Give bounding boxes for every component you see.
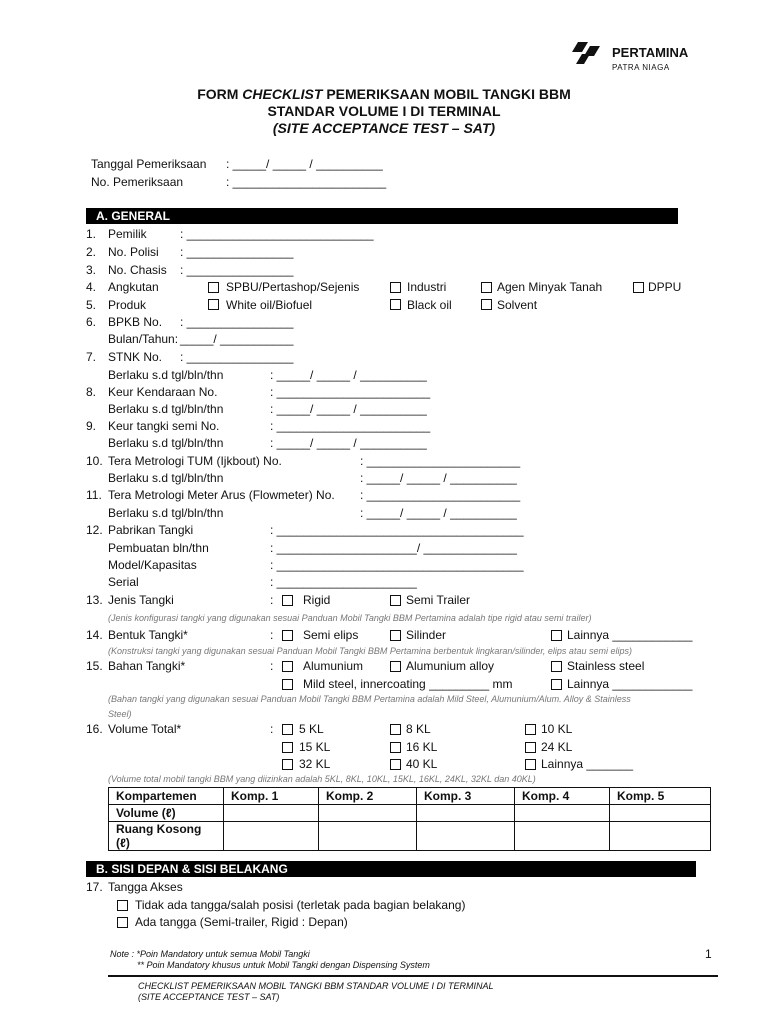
volume-lainnya-checkbox[interactable]	[525, 759, 536, 770]
produk-white-label: White oil/Biofuel	[226, 298, 313, 312]
colon: :	[270, 593, 274, 607]
berlaku-label: Berlaku s.d tgl/bln/thn	[108, 368, 224, 382]
bahan-stainless-checkbox[interactable]	[551, 661, 562, 672]
keur-kendaraan-field[interactable]: : _______________________	[270, 385, 431, 399]
no-chasis-label: No. Chasis	[108, 263, 167, 277]
row-number: 4.	[86, 280, 97, 294]
berlaku-field[interactable]: : _____/ _____ / __________	[270, 368, 427, 382]
volume-24kl-label: 24 KL	[541, 740, 573, 754]
jenis-tangki-note: (Jenis konfigurasi tangki yang digunakan sesuai Panduan Mobil Tangki BBM Pertamina adalah tipe rigid atau semi trailer)	[108, 613, 592, 623]
table-row	[109, 805, 711, 822]
bahan-stainless-label: Stainless steel	[567, 659, 645, 673]
section-b-header: B. SISI DEPAN & SISI BELAKANG	[86, 861, 696, 877]
no-chasis-field[interactable]: : ________________	[180, 263, 294, 277]
tera-flowmeter-field[interactable]: : _______________________	[360, 488, 521, 502]
volume-16kl-checkbox[interactable]	[390, 742, 401, 753]
jenis-tangki-label: Jenis Tangki	[108, 593, 174, 607]
bahan-lainnya-label[interactable]: Lainnya ____________	[567, 677, 693, 691]
no-polisi-field[interactable]: : ________________	[180, 245, 294, 259]
kompartemen-table	[108, 787, 711, 851]
row-label-ruang-kosong: Ruang Kosong (ℓ)	[109, 822, 224, 851]
row-number: 5.	[86, 298, 97, 312]
angkutan-agen-checkbox[interactable]	[481, 282, 492, 293]
row-number: 10.	[86, 454, 103, 468]
volume-24kl-checkbox[interactable]	[525, 742, 536, 753]
berlaku-label: Berlaku s.d tgl/bln/thn	[108, 506, 224, 520]
volume-5kl-checkbox[interactable]	[282, 724, 293, 735]
pembuatan-label: Pembuatan bln/thn	[108, 541, 209, 555]
berlaku-label: Berlaku s.d tgl/bln/thn	[108, 436, 224, 450]
table-header-cell: Komp. 3	[417, 788, 515, 805]
footer-line-2: (SITE ACCEPTANCE TEST – SAT)	[138, 992, 280, 1002]
produk-label: Produk	[108, 298, 147, 312]
logo-subtitle: PATRA NIAGA	[612, 63, 670, 72]
footer-note-2: ** Poin Mandatory khusus untuk Mobil Tangki dengan Dispensing System	[137, 960, 430, 970]
row-label-volume: Volume (ℓ)	[109, 805, 224, 822]
table-header-cell: Kompartemen	[109, 788, 224, 805]
volume-lainnya-label[interactable]: Lainnya _______	[541, 757, 634, 771]
logo-name: PERTAMINA	[612, 45, 689, 60]
angkutan-dppu-checkbox[interactable]	[633, 282, 644, 293]
table-cell[interactable]	[515, 805, 610, 822]
jenis-rigid-checkbox[interactable]	[282, 595, 293, 606]
tangga-tidak-ada-label: Tidak ada tangga/salah posisi (terletak pada bagian belakang)	[135, 898, 466, 912]
table-header-cell: Komp. 5	[610, 788, 711, 805]
row-number: 8.	[86, 385, 97, 399]
page-number: 1	[705, 947, 712, 961]
row-number: 7.	[86, 350, 97, 364]
volume-40kl-checkbox[interactable]	[390, 759, 401, 770]
table-header-cell: Komp. 2	[319, 788, 417, 805]
serial-label: Serial	[108, 575, 139, 589]
row-number: 6.	[86, 315, 97, 329]
berlaku-field[interactable]: : _____/ _____ / __________	[360, 506, 517, 520]
tangga-akses-label: Tangga Akses	[108, 880, 183, 894]
row-number: 1.	[86, 227, 97, 241]
stnk-field[interactable]: : ________________	[180, 350, 294, 364]
volume-10kl-label: 10 KL	[541, 722, 573, 736]
volume-5kl-label: 5 KL	[299, 722, 324, 736]
volume-32kl-checkbox[interactable]	[282, 759, 293, 770]
volume-32kl-label: 32 KL	[299, 757, 331, 771]
bentuk-silinder-checkbox[interactable]	[390, 630, 401, 641]
tangga-ada-checkbox[interactable]	[117, 917, 128, 928]
berlaku-field[interactable]: : _____/ _____ / __________	[270, 402, 427, 416]
produk-black-label: Black oil	[407, 298, 452, 312]
bpkb-field[interactable]: : ________________	[180, 315, 294, 329]
bentuk-tangki-note: (Konstruksi tangki yang digunakan sesuai Panduan Mobil Tangki BBM Pertamina berbentuk lingkaran/silinder, elips atau semi elips)	[108, 646, 632, 656]
volume-8kl-checkbox[interactable]	[390, 724, 401, 735]
table-cell[interactable]	[610, 822, 711, 851]
stnk-label: STNK No.	[108, 350, 163, 364]
pemilik-field[interactable]: : ____________________________	[180, 227, 374, 241]
bpkb-label: BPKB No.	[108, 315, 163, 329]
bentuk-semi-elips-checkbox[interactable]	[282, 630, 293, 641]
nomor-field[interactable]: : _______________________	[226, 175, 387, 189]
pemilik-label: Pemilik	[108, 227, 147, 241]
row-number: 12.	[86, 523, 103, 537]
berlaku-field[interactable]: : _____/ _____ / __________	[270, 436, 427, 450]
angkutan-spbu-label: SPBU/Pertashop/Sejenis	[226, 280, 360, 294]
no-polisi-label: No. Polisi	[108, 245, 159, 259]
tera-flowmeter-label: Tera Metrologi Meter Arus (Flowmeter) No.	[108, 488, 335, 502]
row-number: 14.	[86, 628, 103, 642]
angkutan-industri-label: Industri	[407, 280, 447, 294]
colon: :	[270, 722, 274, 736]
bahan-tangki-label: Bahan Tangki*	[108, 659, 186, 673]
bahan-tangki-note: (Bahan tangki yang digunakan sesuai Panduan Mobil Tangki BBM Pertamina adalah Mild Steel, Alumunium/Alum. Alloy & Stainless	[108, 694, 631, 704]
produk-white-checkbox[interactable]	[208, 299, 219, 310]
bahan-alloy-checkbox[interactable]	[390, 661, 401, 672]
table-header-cell: Komp. 4	[515, 788, 610, 805]
table-cell[interactable]	[319, 822, 417, 851]
colon: :	[270, 659, 274, 673]
volume-total-label: Volume Total*	[108, 722, 182, 736]
bentuk-tangki-label: Bentuk Tangki*	[108, 628, 188, 642]
berlaku-label: Berlaku s.d tgl/bln/thn	[108, 471, 224, 485]
pabrikan-field[interactable]: : _____________________________________	[270, 523, 524, 537]
table-cell[interactable]	[319, 805, 417, 822]
bentuk-semi-elips-label: Semi elips	[303, 628, 359, 642]
table-cell[interactable]	[224, 822, 319, 851]
model-field[interactable]: : _____________________________________	[270, 558, 524, 572]
table-header-cell: Komp. 1	[224, 788, 319, 805]
angkutan-label: Angkutan	[108, 280, 159, 294]
form-title-line2: STANDAR VOLUME I DI TERMINAL	[267, 103, 501, 119]
table-cell[interactable]	[610, 805, 711, 822]
row-number: 2.	[86, 245, 97, 259]
bulan-tahun-field[interactable]: _____/ ___________	[180, 332, 294, 346]
produk-solvent-checkbox[interactable]	[481, 299, 492, 310]
footer-divider	[108, 975, 718, 977]
keur-kendaraan-label: Keur Kendaraan No.	[108, 385, 218, 399]
form-title-line1: FORM CHECKLIST PEMERIKSAAN MOBIL TANGKI BBM	[197, 86, 571, 102]
table-row	[109, 822, 711, 851]
keur-tangki-field[interactable]: : _______________________	[270, 419, 431, 433]
tanggal-field[interactable]: : _____/ _____ / __________	[226, 157, 383, 171]
table-cell[interactable]	[224, 805, 319, 822]
jenis-semi-trailer-label: Semi Trailer	[406, 593, 471, 607]
bentuk-lainnya-label[interactable]: Lainnya ____________	[567, 628, 693, 642]
volume-10kl-checkbox[interactable]	[525, 724, 536, 735]
row-number: 13.	[86, 593, 103, 607]
volume-40kl-label: 40 KL	[406, 757, 438, 771]
row-number: 3.	[86, 263, 97, 277]
bahan-mild-steel-checkbox[interactable]	[282, 679, 293, 690]
table-cell[interactable]	[515, 822, 610, 851]
pabrikan-label: Pabrikan Tangki	[108, 523, 194, 537]
angkutan-industri-checkbox[interactable]	[390, 282, 401, 293]
volume-total-note: (Volume total mobil tangki BBM yang diizinkan adalah 5KL, 8KL, 10KL, 15KL, 16KL, 24KL, 32KL dan 40KL)	[108, 774, 536, 784]
jenis-rigid-label: Rigid	[303, 593, 331, 607]
footer-note-1: Note : *Poin Mandatory untuk semua Mobil Tangki	[110, 949, 310, 959]
row-number: 16.	[86, 722, 103, 736]
berlaku-field[interactable]: : _____/ _____ / __________	[360, 471, 517, 485]
bentuk-silinder-label: Silinder	[406, 628, 447, 642]
colon: :	[270, 628, 274, 642]
bahan-tangki-note-cont: Steel)	[108, 709, 132, 719]
row-number: 11.	[86, 488, 102, 502]
tera-tum-field[interactable]: : _______________________	[360, 454, 521, 468]
tera-tum-label: Tera Metrologi TUM (Ijkbout) No.	[108, 454, 282, 468]
row-number: 9.	[86, 419, 97, 433]
jenis-semi-trailer-checkbox[interactable]	[390, 595, 401, 606]
angkutan-dppu-label: DPPU	[648, 280, 682, 294]
volume-15kl-label: 15 KL	[299, 740, 331, 754]
produk-solvent-label: Solvent	[497, 298, 538, 312]
bahan-lainnya-checkbox[interactable]	[551, 679, 562, 690]
tanggal-label: Tanggal Pemeriksaan	[91, 157, 207, 171]
table-cell[interactable]	[417, 805, 515, 822]
bahan-alumunium-checkbox[interactable]	[282, 661, 293, 672]
serial-field[interactable]: : _____________________	[270, 575, 417, 589]
section-a-header: A. GENERAL	[86, 208, 678, 224]
nomor-label: No. Pemeriksaan	[91, 175, 184, 189]
row-number: 15.	[86, 659, 103, 673]
bahan-alloy-label: Alumunium alloy	[406, 659, 495, 673]
volume-8kl-label: 8 KL	[406, 722, 431, 736]
angkutan-spbu-checkbox[interactable]	[208, 282, 219, 293]
footer-line-1: CHECKLIST PEMERIKSAAN MOBIL TANGKI BBM STANDAR VOLUME I DI TERMINAL	[138, 981, 494, 991]
model-label: Model/Kapasitas	[108, 558, 197, 572]
berlaku-label: Berlaku s.d tgl/bln/thn	[108, 402, 224, 416]
bentuk-lainnya-checkbox[interactable]	[551, 630, 562, 641]
pertamina-logo-icon	[572, 40, 606, 66]
pembuatan-field[interactable]: : _____________________/ ______________	[270, 541, 517, 555]
volume-16kl-label: 16 KL	[406, 740, 438, 754]
row-number: 17.	[86, 880, 103, 894]
bahan-mild-steel-label[interactable]: Mild steel, innercoating _________ mm	[303, 677, 513, 691]
angkutan-agen-label: Agen Minyak Tanah	[497, 280, 603, 294]
volume-15kl-checkbox[interactable]	[282, 742, 293, 753]
keur-tangki-label: Keur tangki semi No.	[108, 419, 220, 433]
tangga-tidak-ada-checkbox[interactable]	[117, 900, 128, 911]
bulan-tahun-label: Bulan/Tahun:	[108, 332, 179, 346]
table-header-row	[109, 788, 711, 805]
bahan-alumunium-label: Alumunium	[303, 659, 364, 673]
tangga-ada-label: Ada tangga (Semi-trailer, Rigid : Depan)	[135, 915, 348, 929]
table-cell[interactable]	[417, 822, 515, 851]
produk-black-checkbox[interactable]	[390, 299, 401, 310]
form-title-line3: (SITE ACCEPTANCE TEST – SAT)	[272, 120, 496, 136]
